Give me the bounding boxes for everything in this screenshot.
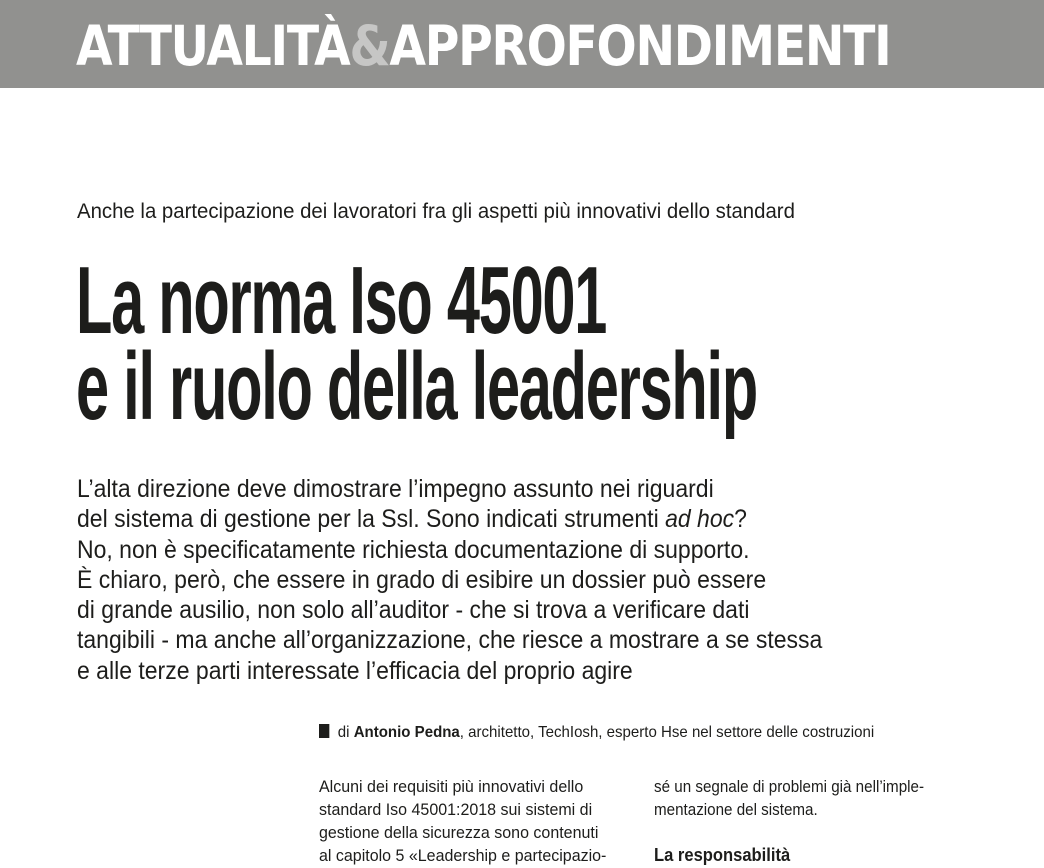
lead-italic-phrase: ad hoc bbox=[665, 505, 735, 534]
lead-line-2-end: ? bbox=[734, 505, 747, 534]
body-left-line: al capitolo 5 «Leadership e partecipazio- bbox=[319, 847, 607, 865]
lead-line-1: L’alta direzione deve dimostrare l’impegno assunto nei riguardi bbox=[77, 475, 714, 503]
lead-line-2 bbox=[77, 504, 822, 534]
byline-square-icon bbox=[319, 724, 329, 738]
lead-line-7: e alle terze parti interessate l’efficacia del proprio agire bbox=[77, 656, 633, 685]
article-byline bbox=[319, 722, 874, 744]
lead-line-5: di grande ausilio, non solo all’auditor - che si trova a verificare dati bbox=[77, 596, 750, 625]
lead-line-3: No, non è specificatamente richiesta documentazione di supporto. bbox=[77, 535, 750, 564]
section-subheading: La responsabilità bbox=[654, 845, 791, 865]
headline-line-2: e il ruolo della leadership bbox=[76, 333, 757, 440]
headline-line-1: La norma Iso 45001 bbox=[76, 247, 607, 354]
byline-author: Antonio Pedna bbox=[353, 724, 460, 741]
lead-line-2-text: del sistema di gestione per la Ssl. Sono indicati strumenti bbox=[77, 505, 666, 534]
section-title-part1: ATTUALITÀ bbox=[76, 14, 350, 78]
byline-credentials: , architetto, TechIosh, esperto Hse nel settore delle costruzioni bbox=[459, 724, 875, 741]
body-right-line: sé un segnale di problemi già nell’imple- bbox=[654, 778, 925, 796]
section-header-band bbox=[0, 0, 1044, 88]
body-left-line: Alcuni dei requisiti più innovativi dello bbox=[319, 778, 584, 796]
lead-line-6: tangibili - ma anche all’organizzazione, che riesce a mostrare a se stessa bbox=[77, 626, 823, 655]
section-title bbox=[76, 16, 890, 76]
body-column-left bbox=[319, 776, 622, 868]
body-left-line: gestione della sicurezza sono contenuti bbox=[319, 824, 599, 842]
article-lead bbox=[77, 474, 822, 686]
body-left-line: standard Iso 45001:2018 sui sistemi di bbox=[319, 801, 593, 819]
lead-line-4: È chiaro, però, che essere in grado di esibire un dossier può essere bbox=[77, 565, 767, 594]
body-right-line: mentazione del sistema. bbox=[654, 801, 818, 819]
byline-prefix: di bbox=[337, 724, 354, 741]
article-kicker: Anche la partecipazione dei lavoratori fra gli aspetti più innovativi dello standard bbox=[77, 200, 795, 223]
section-title-ampersand: & bbox=[349, 14, 390, 78]
section-title-part2: APPROFONDIMENTI bbox=[389, 14, 891, 78]
article-headline bbox=[76, 247, 757, 440]
body-column-right bbox=[654, 776, 948, 867]
